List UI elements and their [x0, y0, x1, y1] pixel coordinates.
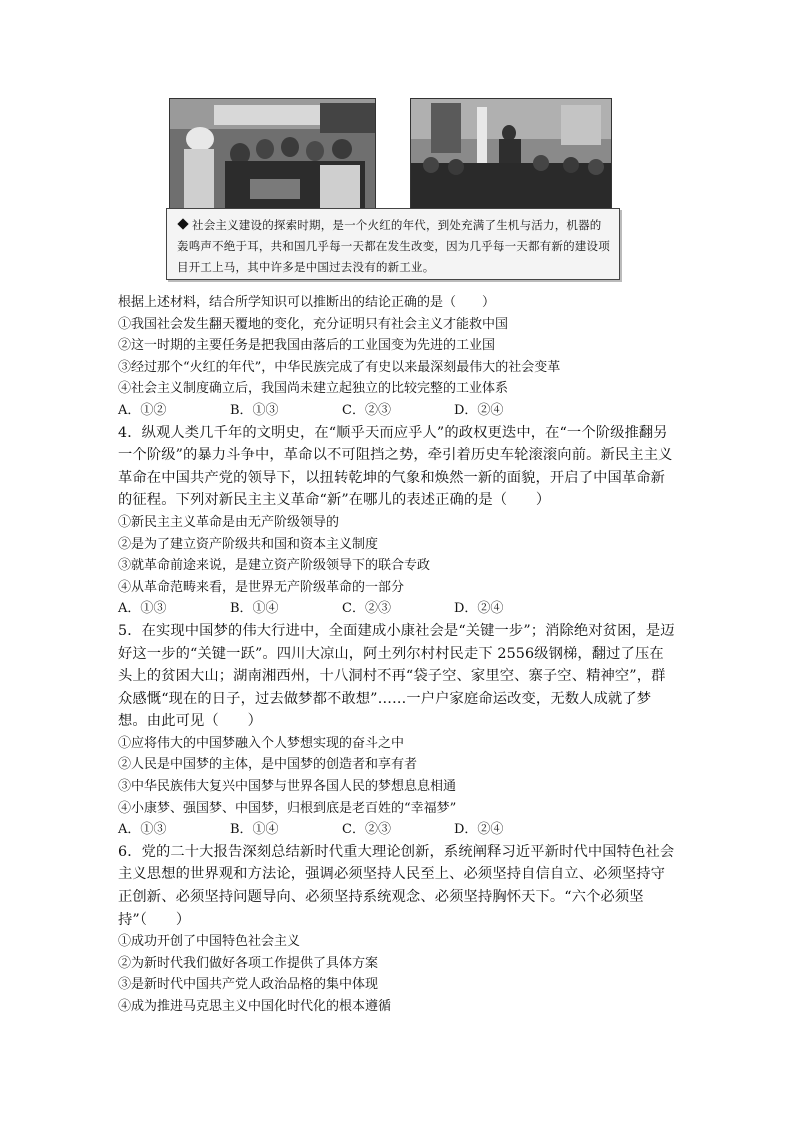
statement-item: ②人民是中国梦的主体，是中国梦的创造者和享有者: [118, 757, 418, 773]
figure-block: [166, 98, 620, 282]
option-c[interactable]: C．②③: [342, 402, 391, 418]
caption-box: [166, 208, 620, 280]
option-c[interactable]: C．②③: [342, 601, 391, 617]
option-d[interactable]: D．②④: [454, 601, 504, 617]
option-c[interactable]: C．②③: [342, 822, 391, 838]
caption-text: [177, 215, 613, 278]
statement-item: ①我国社会发生翻天覆地的变化，充分证明只有社会主义才能救中国: [118, 316, 509, 332]
option-b[interactable]: B．①④: [230, 822, 279, 838]
statement-item: ③就革命前途来说，是建立资产阶级领导下的联合专政: [118, 558, 431, 574]
option-b[interactable]: B．①③: [230, 402, 279, 418]
statement-item: ①成功开创了中国特色社会主义: [118, 934, 301, 950]
diamond-bullet-icon: [177, 218, 188, 229]
statement-item: ③中华民族伟大复兴中国梦与世界各国人民的梦想息息相通: [118, 779, 457, 795]
statement-item: ③经过那个“火红的年代”，中华民族完成了有史以来最深刻最伟大的社会变革: [118, 359, 561, 375]
option-a[interactable]: A．①③: [118, 601, 167, 617]
statement-item: ②是为了建立资产阶级共和国和资本主义制度: [118, 536, 379, 552]
answer-options: [118, 400, 678, 422]
statement-item: ④成为推进马克思主义中国化时代化的根本遵循: [118, 999, 392, 1014]
question-4: [118, 422, 678, 620]
statement-item: ④社会主义制度确立后，我国尚未建立起独立的比较完整的工业体系: [118, 381, 509, 397]
option-a[interactable]: A．①③: [118, 822, 167, 838]
question-stem: 4．纵观人类几千年的文明史，在“顺乎天而应乎人”的政权更迭中，在“一个阶级推翻另一个阶级”的暴力斗争中，革命以不可阻挡之势，牵引着历史车轮滚滚向前。新民主主义革命在中国共产党的领导下，以扭转乾坤的气象和焕然一新的面貌，开启了中国革命新的征程。下列对新民主主义革命“新”在哪儿的表述正确的是（ ）: [118, 424, 673, 509]
statement-item: ②为新时代我们做好各项工作提供了具体方案: [118, 955, 379, 971]
question-stem: 5．在实现中国梦的伟大行进中，全面建成小康社会是“关键一步”；消除绝对贫困，是迈好这一步的“关键一跃”。四川大凉山，阿土列尔村村民走下 2556级钢梯，翻过了压在头上的贫困大山；湖南湘西州，十八洞村不再“袋子空、家里空、寨子空、精神空”，群众感慨“现在的日子，过去做梦都不敢想”……一户户家庭命运改变，无数人成就了梦想。由此可见（ ）: [118, 622, 675, 730]
question-stem: 根据上述材料，结合所学知识可以推断出的结论正确的是（ ）: [118, 295, 496, 310]
option-d[interactable]: D．②④: [454, 822, 504, 838]
question-3: [118, 292, 678, 422]
statement-item: ①新民主主义革命是由无产阶级领导的: [118, 514, 340, 530]
statement-item: ②这一时期的主要任务是把我国由落后的工业国变为先进的工业国: [118, 338, 496, 354]
option-a[interactable]: A．①②: [118, 402, 167, 418]
statement-item: ③是新时代中国共产党人政治品格的集中体现: [118, 977, 379, 993]
statement-item: ①应将伟大的中国梦融入个人梦想实现的奋斗之中: [118, 735, 405, 751]
answer-options: [118, 598, 678, 620]
photo-right: [410, 98, 612, 216]
statement-item: ④从革命范畴来看，是世界无产阶级革命的一部分: [118, 579, 405, 595]
statement-item: ④小康梦、强国梦、中国梦，归根到底是老百姓的“幸福梦”: [118, 800, 457, 816]
question-stem: 6．党的二十大报告深刻总结新时代重大理论创新，系统阐释习近平新时代中国特色社会主义思想的世界观和方法论，强调必须坚持人民至上、必须坚持自信自立、必须坚持守正创新、必须坚持问题导向、必须坚持系统观念、必须坚持胸怀天下。“六个必须坚持”（ ）: [118, 843, 675, 928]
questions: [118, 292, 678, 1018]
question-6: [118, 841, 678, 1018]
option-b[interactable]: B．①④: [230, 601, 279, 617]
question-5: [118, 620, 678, 841]
caption: 社会主义建设的探索时期，是一个火红的年代，到处充满了生机与活力，机器的轰鸣声不绝于耳，共和国几乎每一天都在发生改变，因为几乎每一天都有新的建设项目开工上马，其中许多是中国过去没有的新工业。: [177, 218, 610, 274]
answer-options: [118, 819, 678, 841]
photo-left: [169, 98, 376, 216]
option-d[interactable]: D．②④: [454, 402, 504, 418]
